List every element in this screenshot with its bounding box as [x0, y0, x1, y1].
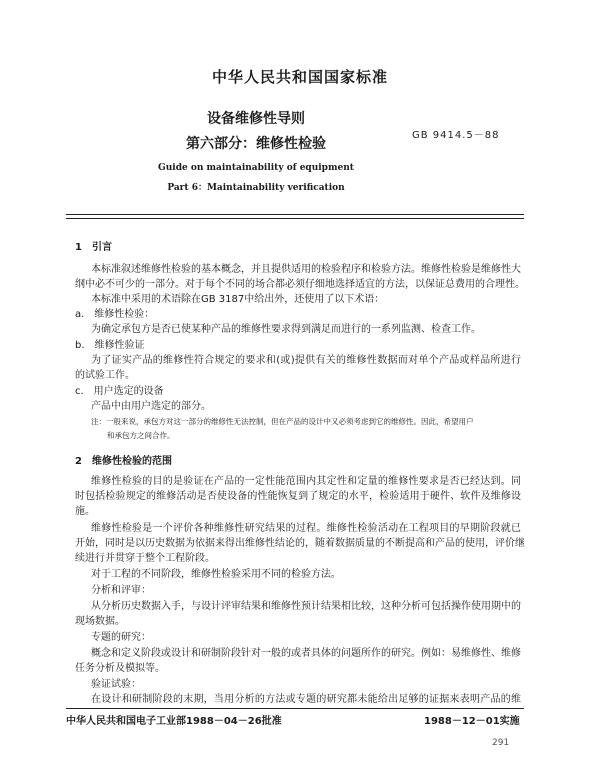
footer-divider	[66, 708, 524, 709]
effective-date: 1988－12－01实施	[424, 716, 520, 727]
paragraph-line: 现场数据。	[75, 616, 125, 627]
study-label: 专题的研究：	[91, 632, 151, 643]
paragraph-line: 概念和定义阶段或设计和研制阶段针对一般的或者具体的问题所作的研究。例如：易维修性、维修	[91, 648, 521, 659]
paragraph-line: 任务分析及模拟等。	[75, 663, 165, 674]
paragraph-line: 维修性检验是一个评价各种维修性研究结果的过程。维修性检验活动在工程项目的早期阶段就已	[91, 523, 521, 534]
standard-code: GB 9414.5－88	[412, 130, 500, 141]
note-line: 和承包方之间合作。	[107, 431, 175, 440]
header-divider-thin	[66, 218, 524, 219]
paragraph-line: 时包括检验规定的维修活动是否使设备的性能恢复到了规定的水平，检验适用于硬件、软件及维修设	[75, 491, 521, 502]
section-1-heading: 1 引言	[75, 242, 112, 253]
term-b-label: b. 维修性验证	[75, 340, 145, 351]
term-a-definition: 为确定承包方是否已使某种产品的维修性要求得到满足而进行的一系列监测、检查工作。	[91, 324, 481, 335]
verify-label: 验证试验：	[91, 679, 141, 690]
paragraph-line: 在设计和研制阶段的末期，当用分析的方法或专题的研究都未能给出足够的证据来表明产品的维	[91, 694, 521, 705]
term-c-definition: 产品中由用户选定的部分。	[91, 401, 211, 412]
note-line: 注：一般来说，承包方对这一部分的维修性无法控制，但在产品的设计中又必须考虑到它的维修性。因此，希望用户	[91, 417, 474, 426]
term-c-label: c. 用户选定的设备	[75, 386, 164, 397]
analysis-label: 分析和评审：	[91, 585, 151, 596]
english-subtitle: Part 6：Maintainability verification	[167, 183, 345, 193]
page-number: 291	[492, 738, 510, 748]
term-b-definition: 为了证实产品的维修性符合规定的要求和(或)提供有关的维修性数据而对单个产品或样品所进行	[91, 355, 521, 366]
standard-header-title: 中华人民共和国国家标准	[211, 68, 388, 86]
paragraph-line: 纲中必不可少的一部分。对于每个不同的场合都必须仔细地选择适宜的方法，以保证总费用的合理性。	[75, 279, 525, 290]
paragraph-line: 本标准中采用的术语除在GB 3187中给出外，还使用了以下术语：	[91, 294, 385, 305]
document-title: 设备维修性导则	[207, 111, 305, 127]
paragraph-line: 续进行并贯穿于整个工程阶段。	[75, 553, 215, 564]
paragraph-line: 本标准叙述维修性检验的基本概念，并且提供适用的检验程序和检验方法。维修性检验是维修性大	[91, 264, 521, 275]
paragraph-line: 施。	[75, 506, 95, 517]
paragraph-line: 从分析历史数据入手，与设计评审结果和维修性预计结果相比较，这种分析可包括操作使用期中的	[91, 601, 521, 612]
english-title: Guide on maintainability of equipment	[158, 163, 354, 173]
document-subtitle: 第六部分：维修性检验	[186, 136, 326, 152]
term-a-label: a. 维修性检验：	[75, 309, 155, 320]
header-divider	[66, 214, 524, 215]
approval-statement: 中华人民共和国电子工业部1988－04－26批准	[66, 716, 282, 727]
paragraph-line: 维修性检验的目的是验证在产品的一定性能范围内其定性和定量的维修性要求是否已经达到。同	[91, 476, 521, 487]
section-2-heading: 2 维修性检验的范围	[75, 456, 172, 467]
term-b-definition-cont: 的试验工作。	[75, 370, 135, 381]
paragraph-line: 对于工程的不同阶段，维修性检验采用不同的检验方法。	[91, 569, 341, 580]
paragraph-line: 开始，同时是以历史数据为依据来得出维修性结论的，随着数据质量的不断提高和产品的使用，评价继	[75, 538, 525, 549]
